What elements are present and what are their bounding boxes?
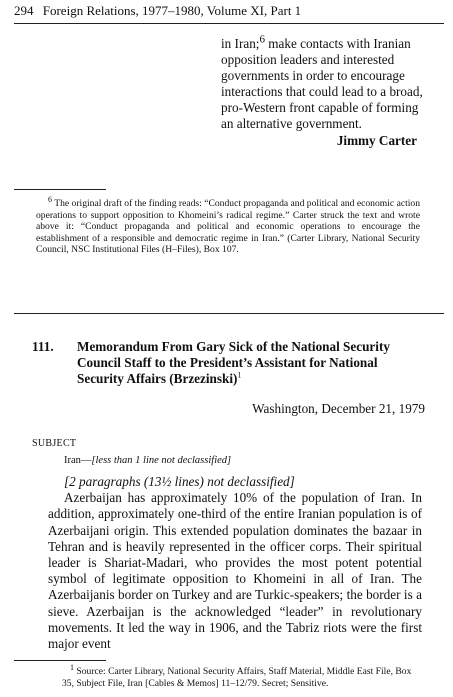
running-header (14, 3, 301, 19)
header-rule (14, 23, 444, 24)
footnote-rule (14, 660, 106, 661)
dateline: Washington, December 21, 1979 (252, 401, 425, 416)
footnote-ref-1: 1 (237, 370, 242, 380)
footnote-6 (36, 194, 421, 256)
footnote-ref-6: 6 (259, 33, 265, 46)
body-paragraph: Azerbaijan has approximately 10% of the population of Iran. In addition, approximately one-third of the entire Iranian population is of Azerbaijani origin. This extended population dominates the bazaar in Tehran and is heavily represented in the officer corps. Their spiritual leader is Shariat-Madari, who provides the most potent potential symbol of legitimate opposition to Khomeini in all of Iran. The Azerbaijanis border on Turkey and are Turkic-speakers; the border is a sieve. Azerbaijan is the acknowledged “leader” in revolutionary movements. It led the way in 1906, and the Tabriz riots were the first major event (48, 490, 422, 652)
document-number: 111. (32, 339, 54, 354)
footnote-6-marker: 6 (48, 194, 52, 204)
footnote-rule (14, 189, 106, 190)
footnote-1-marker: 1 (70, 662, 74, 672)
footnote-6-text: The original draft of the finding reads: “Conduct propaganda and political and economic action operations to support opposition to Khomeini’s radical regime.” Carter struck the text and wrote above it: “Conduct propaganda and political and economic operations to encourage the establishment of a responsible and democratic regime in Iran.” (Carter Library, National Security Council, NSC Institutional Files (H–Files), Box 107. (36, 198, 421, 255)
footnote-1 (62, 662, 418, 689)
series-title: Foreign Relations, 1977–1980, Volume XI, Part 1 (42, 3, 302, 18)
subject-label: SUBJECT (32, 438, 77, 449)
document-separator (14, 313, 444, 314)
signature: Jimmy Carter (336, 133, 417, 148)
redaction-note: [2 paragraphs (13½ lines) not declassified] (64, 474, 295, 489)
subject-text: Iran—[less than 1 line not declassified] (64, 455, 232, 466)
page-number: 294 (14, 3, 34, 18)
footnote-1-text: Source: Carter Library, National Security Affairs, Staff Material, Middle East File, Box 35, Subject File, Iran [Cables & Memos] 11–12/79. Secret; Sensitive. (62, 666, 412, 689)
memo-body (48, 474, 422, 652)
continued-paragraph: in Iran;$^6$ make contacts with Iranian opposition leaders and interested governments in order to encourage interactions that could lead to a broad, pro-Western front capable of forming an alternative government. (221, 33, 423, 131)
document-title: Memorandum From Gary Sick of the National Security Council Staff to the President’s Assistant for National Security Affairs (Brzezinski)$^1$ (77, 339, 390, 386)
